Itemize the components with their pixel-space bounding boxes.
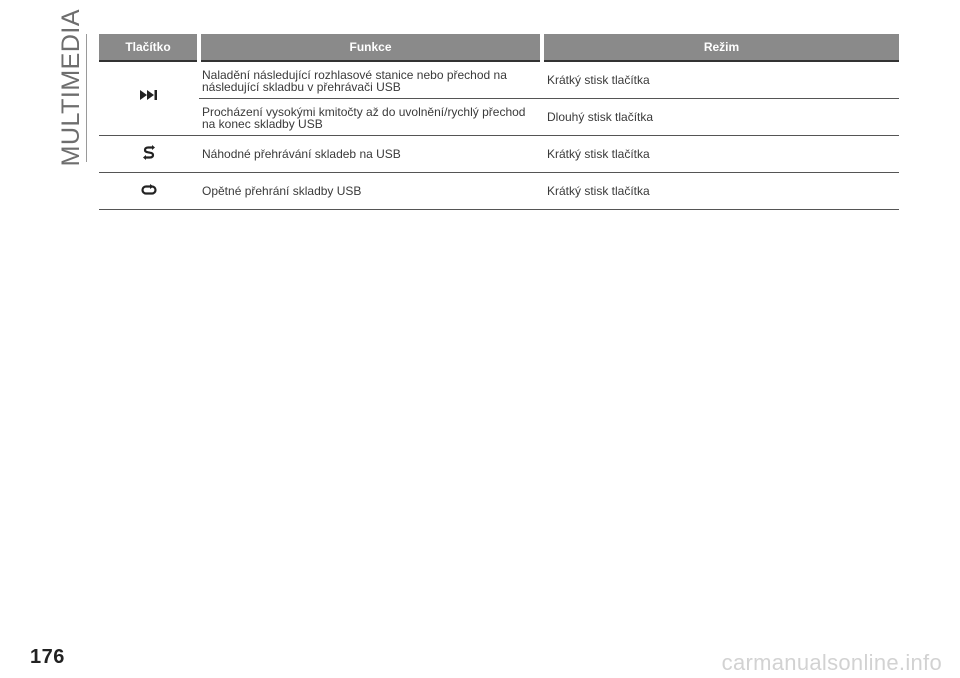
function-line: na konec skladby USB [202, 116, 323, 131]
table-header-row [99, 34, 899, 61]
shuffle-icon [143, 145, 155, 160]
table-row [99, 98, 899, 135]
repeat-icon [141, 184, 157, 195]
function-line: Naladění následující rozhlasové stanice nebo přechod na [202, 68, 507, 82]
skip-forward-icon [139, 90, 159, 100]
function-line: Procházení vysokými kmitočty až do uvolnění/rychlý přechod [202, 104, 526, 119]
header-mode: Režim [542, 34, 899, 61]
header-button: Tlačítko [99, 34, 199, 61]
mode-cell: Krátký stisk tlačítka [542, 135, 899, 172]
table-row [99, 172, 899, 209]
watermark: carmanualsonline.info [721, 650, 942, 675]
mode-cell: Dlouhý stisk tlačítka [542, 98, 899, 135]
function-cell [199, 98, 542, 135]
section-divider [86, 34, 87, 162]
mode-cell: Krátký stisk tlačítka [542, 61, 899, 98]
function-cell: Náhodné přehrávání skladeb na USB [199, 135, 542, 172]
button-cell [99, 135, 199, 172]
mode-cell: Krátký stisk tlačítka [542, 172, 899, 209]
controls-table [99, 34, 899, 210]
function-line: následující skladbu v přehrávači USB [202, 80, 401, 94]
button-cell [99, 172, 199, 209]
button-cell [99, 61, 199, 135]
table-row [99, 61, 899, 98]
section-label-text: MULTIMEDIA [56, 8, 85, 166]
page-number: 176 [30, 646, 65, 668]
table-row [99, 135, 899, 172]
header-function: Funkce [199, 34, 542, 61]
section-label [54, 8, 88, 166]
function-cell [199, 61, 542, 98]
function-cell: Opětné přehrání skladby USB [199, 172, 542, 209]
